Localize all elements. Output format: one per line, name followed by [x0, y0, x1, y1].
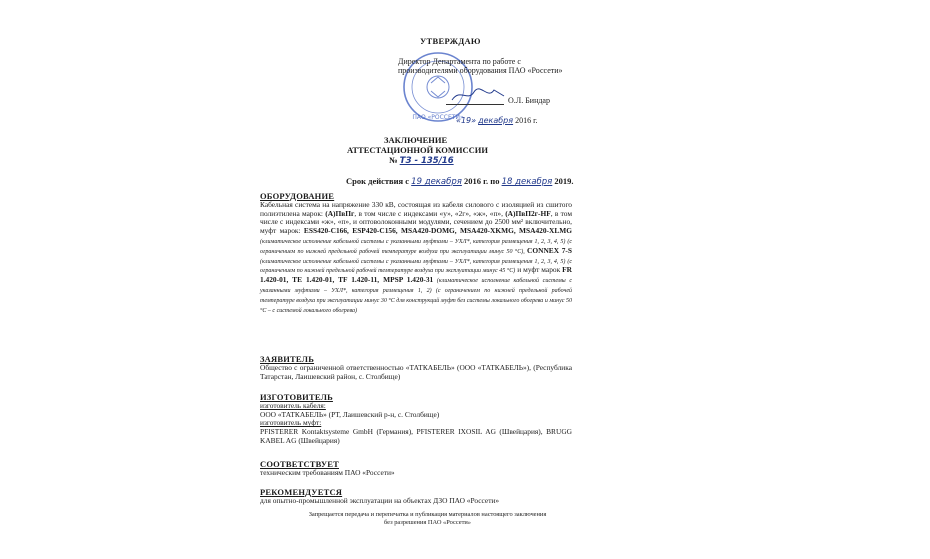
conformity-text: техническим требованиям ПАО «Россети» — [260, 467, 395, 477]
applicant-text: Общество с ограниченной ответственностью «ТАТКАБЕЛЬ» (ООО «ТАТКАБЕЛЬ»), (Республика Татарстан, Лаишевский район, с. Столбище) — [260, 362, 572, 381]
applicant-section — [260, 355, 572, 381]
title-number — [389, 155, 454, 166]
signatory-name: О.Л. Биндар — [508, 96, 550, 105]
footer-line1: Запрещается передача и перепечатка и публикация материалов настоящего заключения — [308, 511, 547, 518]
joint-maker-label: изготовитель муфт: — [260, 418, 322, 428]
equipment-heading: ОБОРУДОВАНИЕ — [260, 191, 335, 201]
manufacturer-heading: ИЗГОТОВИТЕЛЬ — [260, 392, 333, 402]
equipment-text: Кабельная система на напряжение 330 кВ, состоящая из кабеля силового с изоляцией из сшитого полиэтилена марок: (А)ПвПг, в том числе с индексами «у», «2г», «ж», «п», (А)ПвП2г-HF, в том числе с индексами «ж», «п», и оптоволоконными модулями, сечением до 2500 мм² включительно, муфт марок: ESS420-C166, ESP420-C156, MSA420-DOMG, MSA420-XKMG, MSA420-XLMG (климатическое исполнение кабельной системы с указанными муфтами – УХЛ*, категория размещения 1, 2, 3, 4, 5) (с ограничением по нижней предельной рабочей температуре воздуха при эксплуатации минус 50 °С), CONNEX 7-S (климатическое исполнение кабельной системы с указанными муфтами – УХЛ*, категория размещения 1, 2, 3, 4, 5) (с ограничением по нижней предельной рабочей температуре воздуха при эксплуатации минус 45 °С) и муфт марок FR 1.420-01, TE 1.420-01, TF 1.420-11, MPSP 1.420-31 (климатическое исполнение кабельной системы с указанными муфтами – УХЛ*, категория размещения 1, 2) (с ограничением по нижней предельной рабочей температуре воздуха при эксплуатации минус 30 °С для конструкций муфт без системы локального обогрева и минус 50 °С – с системой локального обогрева) — [260, 199, 573, 314]
conformity-section — [260, 460, 572, 478]
validity-sep: по — [490, 176, 500, 186]
manufacturer-section — [260, 393, 572, 446]
cable-maker-label: изготовитель кабеля: — [260, 400, 326, 410]
footer-note — [280, 511, 575, 527]
approval-year: 2016 г. — [515, 116, 538, 125]
validity-label: Срок действия с — [346, 176, 410, 186]
validity-end: 18 декабря — [501, 177, 553, 187]
conformity-heading: СООТВЕТСТВУЕТ — [260, 459, 340, 469]
document-page — [250, 0, 580, 559]
recommended-text: для опытно-промышленной эксплуатации на объектах ДЗО ПАО «Россети» — [260, 495, 500, 505]
applicant-heading: ЗАЯВИТЕЛЬ — [260, 354, 315, 364]
equipment-section — [260, 192, 572, 315]
approval-month: декабря — [478, 116, 514, 125]
cable-maker-text: ООО «ТАТКАБЕЛЬ» (РТ, Лаишевский р-н, с. Столбище) — [260, 409, 440, 419]
validity-start: 19 декабря — [411, 177, 462, 187]
stamp-text: ПАО «РОССЕТИ» — [412, 114, 464, 121]
recommended-section — [260, 488, 572, 506]
approver-position: Директор Департамента по работе с производителями оборудования ПАО «Россети» — [398, 57, 563, 75]
footer-line2: без разрешения ПАО «Россети» — [384, 519, 471, 526]
number-prefix: № — [389, 155, 398, 165]
validity-end-year: 2019. — [554, 176, 574, 186]
title-line1: ЗАКЛЮЧЕНИЕ — [384, 135, 448, 145]
validity-period — [346, 176, 574, 187]
recommended-heading: РЕКОМЕНДУЕТСЯ — [260, 487, 343, 497]
handwritten-signature — [450, 86, 506, 104]
approval-day: «19» — [456, 116, 477, 125]
validity-start-year: 2016 г. — [464, 176, 489, 186]
signature-line — [446, 104, 504, 105]
joint-maker-text: PFISTERER Kontaktsysteme GmbH (Германия), PFISTERER IXOSIL AG (Швейцария), BRUGG KABEL AG (Швейцария) — [260, 427, 572, 445]
title-line2: АТТЕСТАЦИОННОЙ КОМИССИИ — [347, 145, 489, 155]
approve-label: УТВЕРЖДАЮ — [420, 36, 481, 46]
approval-date — [456, 116, 537, 125]
number-value: ТЗ - 135/16 — [399, 156, 454, 166]
